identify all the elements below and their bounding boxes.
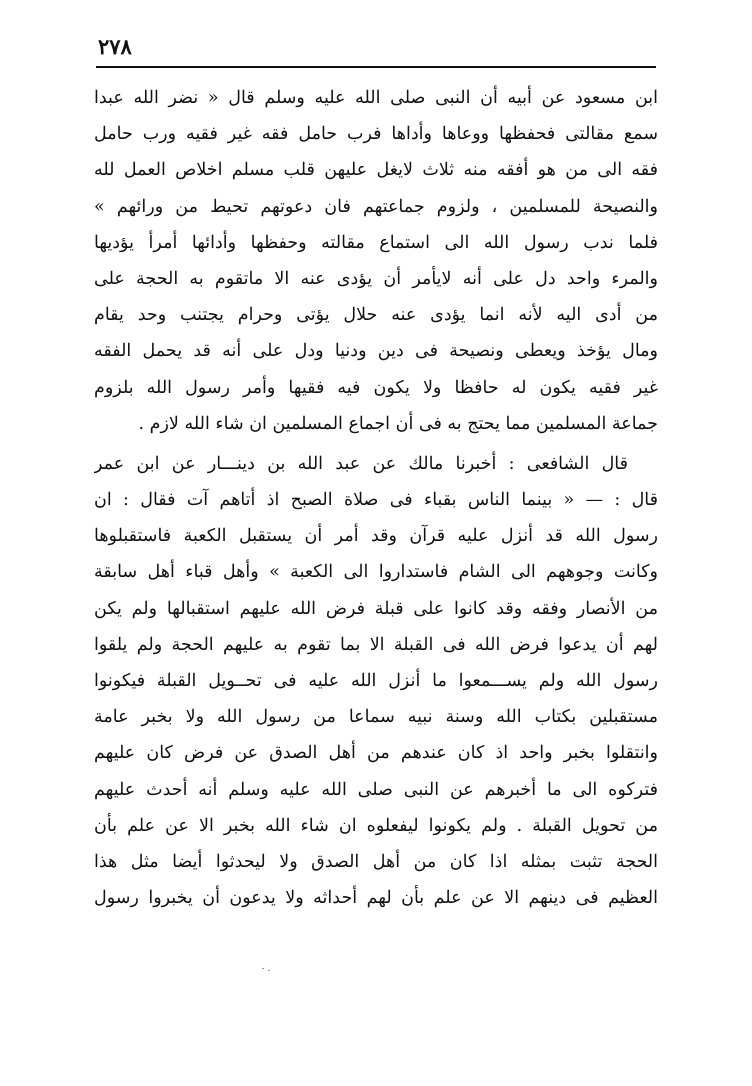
text-line: مستقبلين بكتاب الله وسنة نبيه سماعا من رسول الله ولا بخبر عامة	[94, 707, 658, 728]
text-line: وكانت وجوههم الى الشام فاستداروا الى الكعبة » وأهل قباء أهل سابقة	[94, 562, 658, 583]
text-line: والنصيحة للمسلمين ، ولزوم جماعتهم فان دعوتهم تحيط من ورائهم »	[94, 196, 658, 217]
text-line: من الأنصار وفقه وقد كانوا على قبلة فرض الله عليهم استقبالها ولم يكن	[94, 598, 658, 619]
scan-speck	[268, 970, 270, 971]
text-line: والمرء واحد دل على أنه لايأمر أن يؤدى عنه الا ماتقوم به الحجة على	[94, 268, 658, 289]
text-line: غير فقيه يكون له حافظا ولا يكون فيه فقيها وأمر رسول الله بلزوم	[94, 377, 658, 398]
header-rule	[96, 66, 656, 68]
text-line: قال الشافعى : أخبرنا مالك عن عبد الله بن دينـــار عن ابن عمر	[94, 453, 628, 474]
scan-speck	[262, 968, 264, 969]
text-line: رسول الله قد أنزل عليه قرآن وقد أمر أن يستقبل الكعبة فاستقبلوها	[94, 526, 658, 547]
paragraph-1	[94, 80, 658, 442]
body-text	[94, 80, 658, 916]
page-number: ٢٧٨	[98, 34, 132, 59]
text-line: الحجة تثبت بمثله اذا كان من أهل الصدق ولا ليحدثوا أيضا مثل هذا	[94, 851, 658, 872]
text-line: سمع مقالتى فحفظها ووعاها وأداها فرب حامل فقه غير فقيه ورب حامل	[94, 124, 658, 145]
text-line: فتركوه الى ما أخبرهم عن النبى صلى الله عليه وسلم أنه أحدث عليهم	[94, 779, 658, 800]
text-line: ومال يؤخذ ويعطى ونصيحة فى دين ودنيا ودل على أنه قد يحمل الفقه	[94, 341, 658, 362]
text-line: من أدى اليه لأنه انما يؤدى عنه حلال يؤتى وحرام يجتنب وحد يقام	[94, 305, 658, 326]
text-line: رسول الله ولم يســـمعوا ما أنزل الله عليه فى تحــويل القبلة فيكونوا	[94, 671, 658, 691]
paragraph-2	[94, 446, 658, 916]
text-line: فقه الى من هو أفقه منه ثلاث لايغل عليهن قلب مسلم اخلاص العمل لله	[94, 160, 658, 181]
text-line: العظيم فى دينهم الا عن علم بأن لهم أحداثه ولا يدعون أن يخبروا رسول	[94, 888, 658, 909]
text-line: جماعة المسلمين مما يحتج به فى أن اجماع المسلمين ان شاء الله لازم .	[138, 413, 658, 434]
text-line: من تحويل القبلة . ولم يكونوا ليفعلوه ان شاء الله بخبر الا عن علم بأن	[94, 815, 658, 836]
text-line: ابن مسعود عن أبيه أن النبى صلى الله عليه وسلم قال « نضر الله عبدا	[94, 88, 658, 108]
text-line: قال : — « بينما الناس بقباء فى صلاة الصبح اذ أتاهم آت فقال : ان	[94, 490, 658, 511]
text-line: وانتقلوا بخبر واحد اذ كان عندهم من أهل الصدق عن فرض كان عليهم	[94, 743, 658, 764]
text-line: لهم أن يدعوا فرض الله فى القبلة الا بما تقوم به عليهم الحجة ولم يلقوا	[94, 634, 658, 655]
text-line: فلما ندب رسول الله الى استماع مقالته وحفظها وأدائها أمرأ يؤديها	[94, 232, 658, 253]
